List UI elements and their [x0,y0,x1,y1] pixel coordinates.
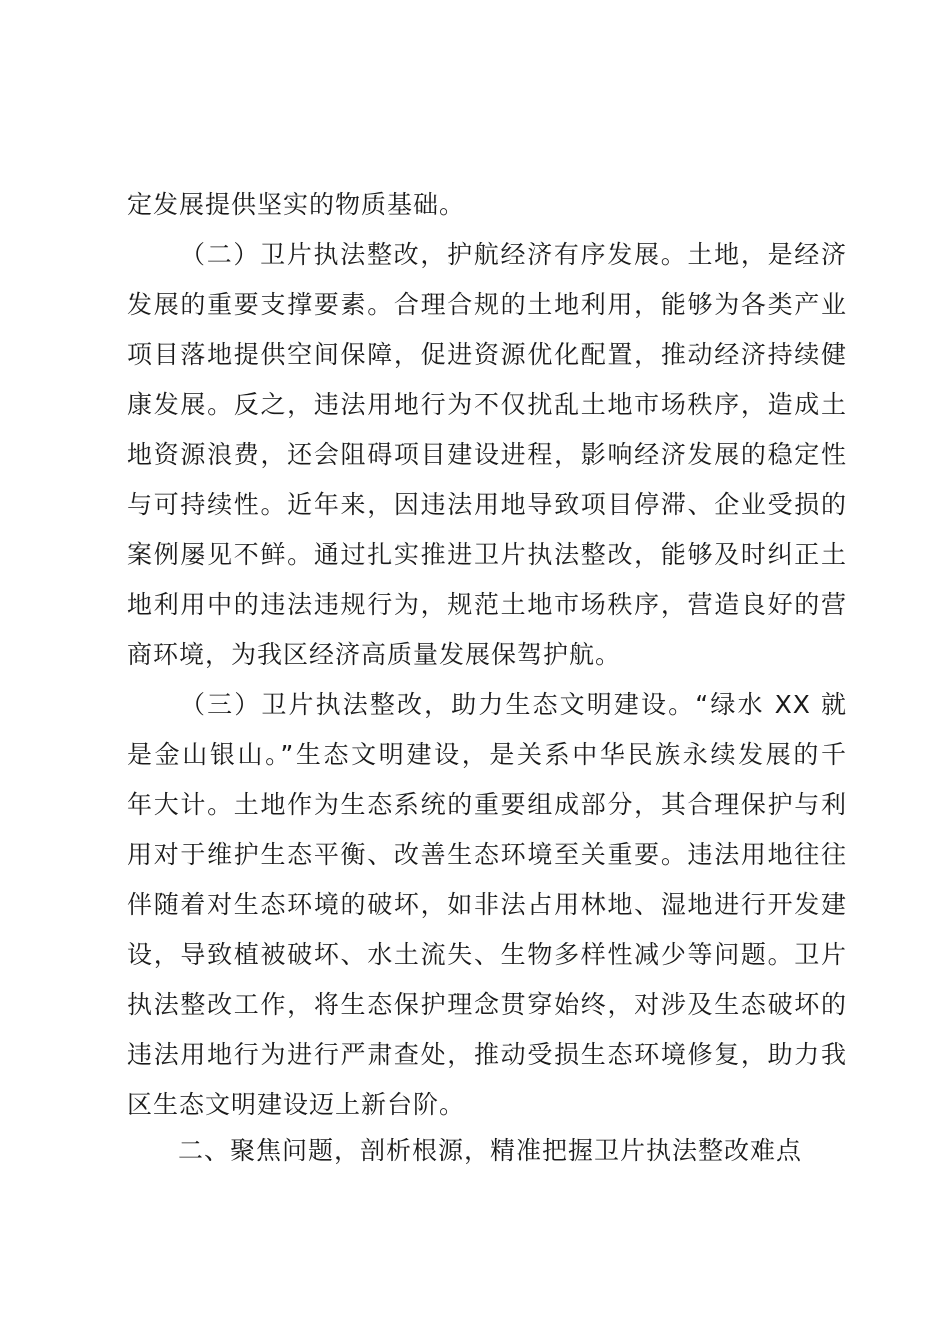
paragraph-line: 年大计。土地作为生态系统的重要组成部分，其合理保护与利 [127,790,847,819]
paragraph-line: （三）卫片执法整改，助力生态文明建设。“绿水 XX 就 [180,690,847,719]
paragraph-line: 用对于维护生态平衡、改善生态环境至关重要。违法用地往往 [127,840,847,869]
paragraph-line: 是金山银山。”生态文明建设，是关系中华民族永续发展的千 [127,740,847,769]
paragraph-line: （二）卫片执法整改，护航经济有序发展。土地，是经济 [180,240,847,269]
paragraph-line: 发展的重要支撑要素。合理合规的土地利用，能够为各类产业 [127,290,847,319]
paragraph-line: 定发展提供坚实的物质基础。 [127,190,466,219]
paragraph-line: 违法用地行为进行严肃查处，推动受损生态环境修复，助力我 [127,1040,847,1069]
paragraph-line: 地资源浪费，还会阻碍项目建设进程，影响经济发展的稳定性 [127,440,847,469]
paragraph-line: 区生态文明建设迈上新台阶。 [127,1090,466,1119]
paragraph-line: 设，导致植被破坏、水土流失、生物多样性减少等问题。卫片 [127,940,847,969]
paragraph-line: 康发展。反之，违法用地行为不仅扰乱土地市场秩序，造成土 [127,390,847,419]
paragraph-line: 商环境，为我区经济高质量发展保驾护航。 [127,640,622,669]
paragraph-line: 执法整改工作，将生态保护理念贯穿始终，对涉及生态破坏的 [127,990,847,1019]
paragraph-line: 与可持续性。近年来，因违法用地导致项目停滞、企业受损的 [127,490,847,519]
section-heading: 二、聚焦问题，剖析根源，精准把握卫片执法整改难点 [178,1136,803,1165]
paragraph-line: 项目落地提供空间保障，促进资源优化配置，推动经济持续健 [127,340,847,369]
paragraph-line: 伴随着对生态环境的破坏，如非法占用林地、湿地进行开发建 [127,890,847,919]
paragraph-line: 地利用中的违法违规行为，规范土地市场秩序，营造良好的营 [127,590,847,619]
paragraph-line: 案例屡见不鲜。通过扎实推进卫片执法整改，能够及时纠正土 [127,540,847,569]
